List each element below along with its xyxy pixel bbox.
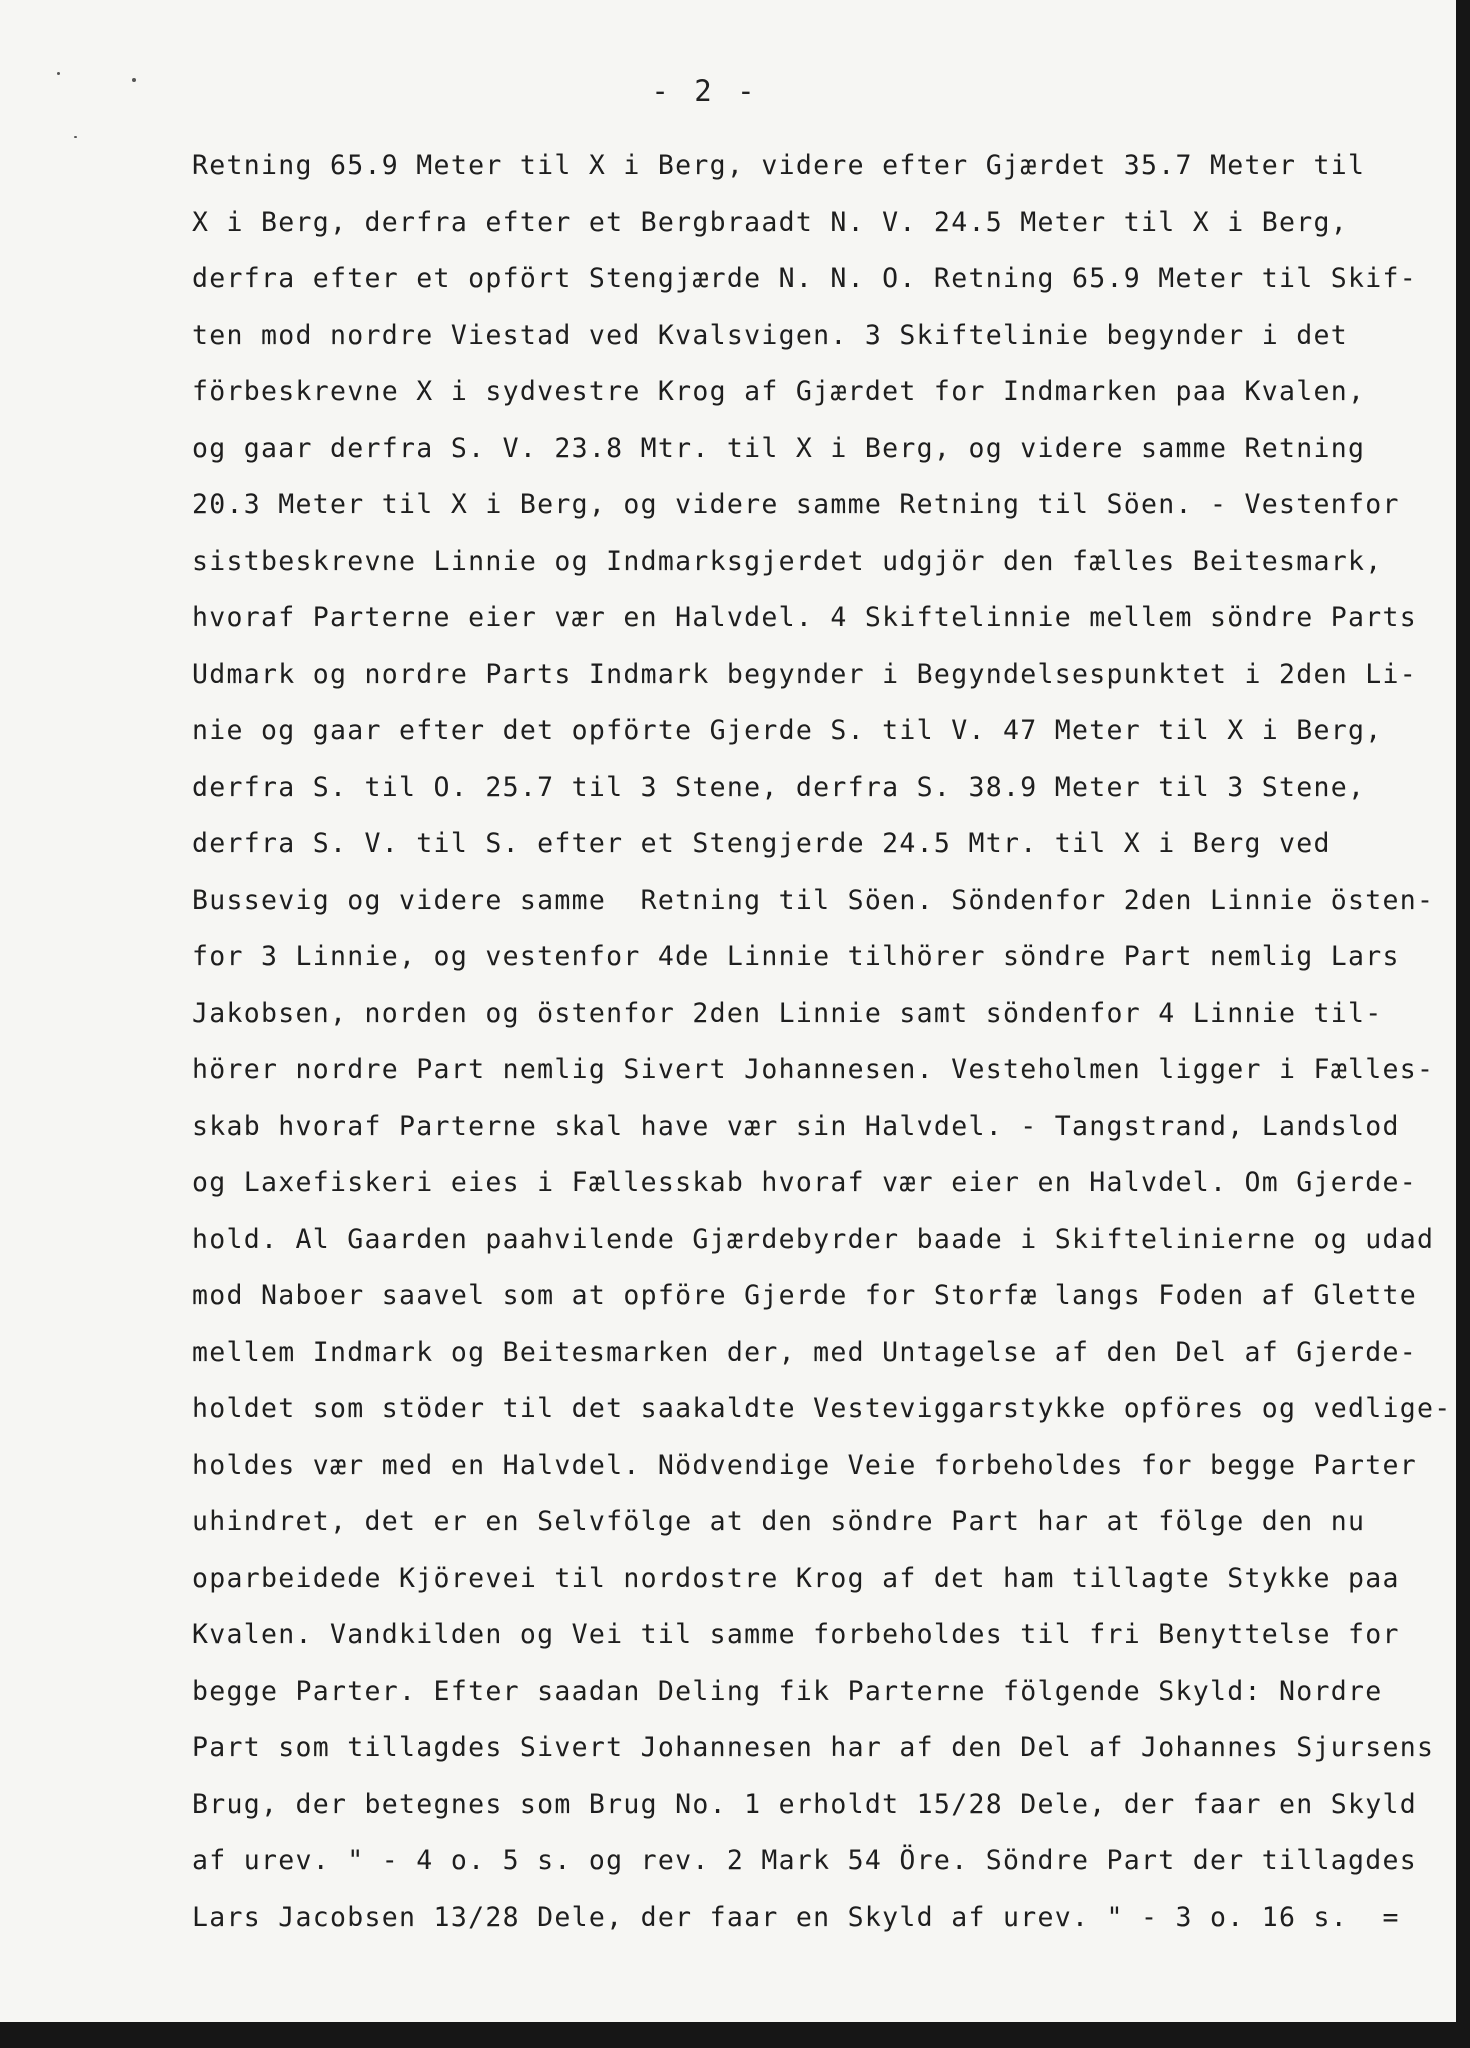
text-line: Kvalen. Vandkilden og Vei til samme forbeholdes til fri Benyttelse for <box>192 1619 1400 1650</box>
text-line: Udmark og nordre Parts Indmark begynder i Begyndelsespunktet i 2den Li- <box>192 658 1418 690</box>
page-number: - 2 - <box>651 74 759 108</box>
text-line: förbeskrevne X i sydvestre Krog af Gjærdet for Indmarken paa Kvalen, <box>192 376 1366 407</box>
text-line: hold. Al Gaarden paahvilende Gjærdebyrder baade i Skiftelinierne og udad <box>192 1223 1435 1255</box>
text-line: mod Naboer saavel som at opföre Gjerde for Storfæ langs Foden af Glette <box>192 1280 1418 1311</box>
text-line: hvoraf Parterne eier vær en Halvdel. 4 Skiftelinnie mellem söndre Parts <box>192 602 1418 633</box>
text-line: 20.3 Meter til X i Berg, og videre samme Retning til Söen. - Vestenfor <box>192 489 1400 520</box>
dust-speck <box>74 136 77 138</box>
text-line: holdet som stöder til det saakaldte Vesteviggarstykke opföres og vedlige- <box>192 1393 1452 1424</box>
text-line: derfra efter et opfört Stengjærde N. N. O. Retning 65.9 Meter til Skif- <box>192 263 1418 294</box>
text-line: nie og gaar efter det opförte Gjerde S. til V. 47 Meter til X i Berg, <box>192 715 1383 746</box>
text-line: Bussevig og videre samme Retning til Söen. Söndenfor 2den Linnie östen- <box>192 884 1435 916</box>
text-line: hörer nordre Part nemlig Sivert Johannesen. Vesteholmen ligger i Fælles- <box>192 1054 1435 1085</box>
text-line: skab hvoraf Parterne skal have vær sin Halvdel. - Tangstrand, Landslod <box>192 1110 1400 1142</box>
text-line: begge Parter. Efter saadan Deling fik Parterne fölgende Skyld: Nordre <box>192 1675 1383 1707</box>
text-line: ten mod nordre Viestad ved Kvalsvigen. 3 Skiftelinie begynder i det <box>192 319 1349 351</box>
text-line: sistbeskrevne Linnie og Indmarksgjerdet udgjör den fælles Beitesmark, <box>192 545 1383 577</box>
text-line: og Laxefiskeri eies i Fællesskab hvoraf vær eier en Halvdel. Om Gjerde- <box>192 1167 1418 1198</box>
text-line: derfra S. til O. 25.7 til 3 Stene, derfra S. 38.9 Meter til 3 Stene, <box>192 771 1366 803</box>
text-line: og gaar derfra S. V. 23.8 Mtr. til X i Berg, og videre samme Retning <box>192 432 1366 464</box>
text-line: oparbeidede Kjörevei til nordostre Krog af det ham tillagte Stykke paa <box>192 1562 1400 1594</box>
document-body <box>192 138 1452 1946</box>
text-line: for 3 Linnie, og vestenfor 4de Linnie tilhörer söndre Part nemlig Lars <box>192 941 1400 972</box>
text-line: derfra S. V. til S. efter et Stengjerde 24.5 Mtr. til X i Berg ved <box>192 828 1331 859</box>
text-line: af urev. " - 4 o. 5 s. og rev. 2 Mark 54 Öre. Söndre Part der tillagdes <box>192 1845 1418 1876</box>
text-line: Part som tillagdes Sivert Johannesen har af den Del af Johannes Sjursens <box>192 1732 1435 1763</box>
text-line: holdes vær med en Halvdel. Nödvendige Veie forbeholdes for begge Parter <box>192 1449 1418 1481</box>
text-line: Lars Jacobsen 13/28 Dele, der faar en Skyld af urev. " - 3 o. 16 s. = <box>192 1901 1400 1933</box>
text-line: uhindret, det er en Selvfölge at den söndre Part har at fölge den nu <box>192 1506 1366 1537</box>
text-line: Brug, der betegnes som Brug No. 1 erholdt 15/28 Dele, der faar en Skyld <box>192 1788 1418 1820</box>
text-line: Jakobsen, norden og östenfor 2den Linnie samt söndenfor 4 Linnie til- <box>192 997 1383 1029</box>
text-line: X i Berg, derfra efter et Bergbraadt N. V. 24.5 Meter til X i Berg, <box>192 206 1349 238</box>
text-line: mellem Indmark og Beitesmarken der, med Untagelse af den Del af Gjerde- <box>192 1336 1418 1368</box>
text-line: Retning 65.9 Meter til X i Berg, videre efter Gjærdet 35.7 Meter til <box>192 150 1366 181</box>
